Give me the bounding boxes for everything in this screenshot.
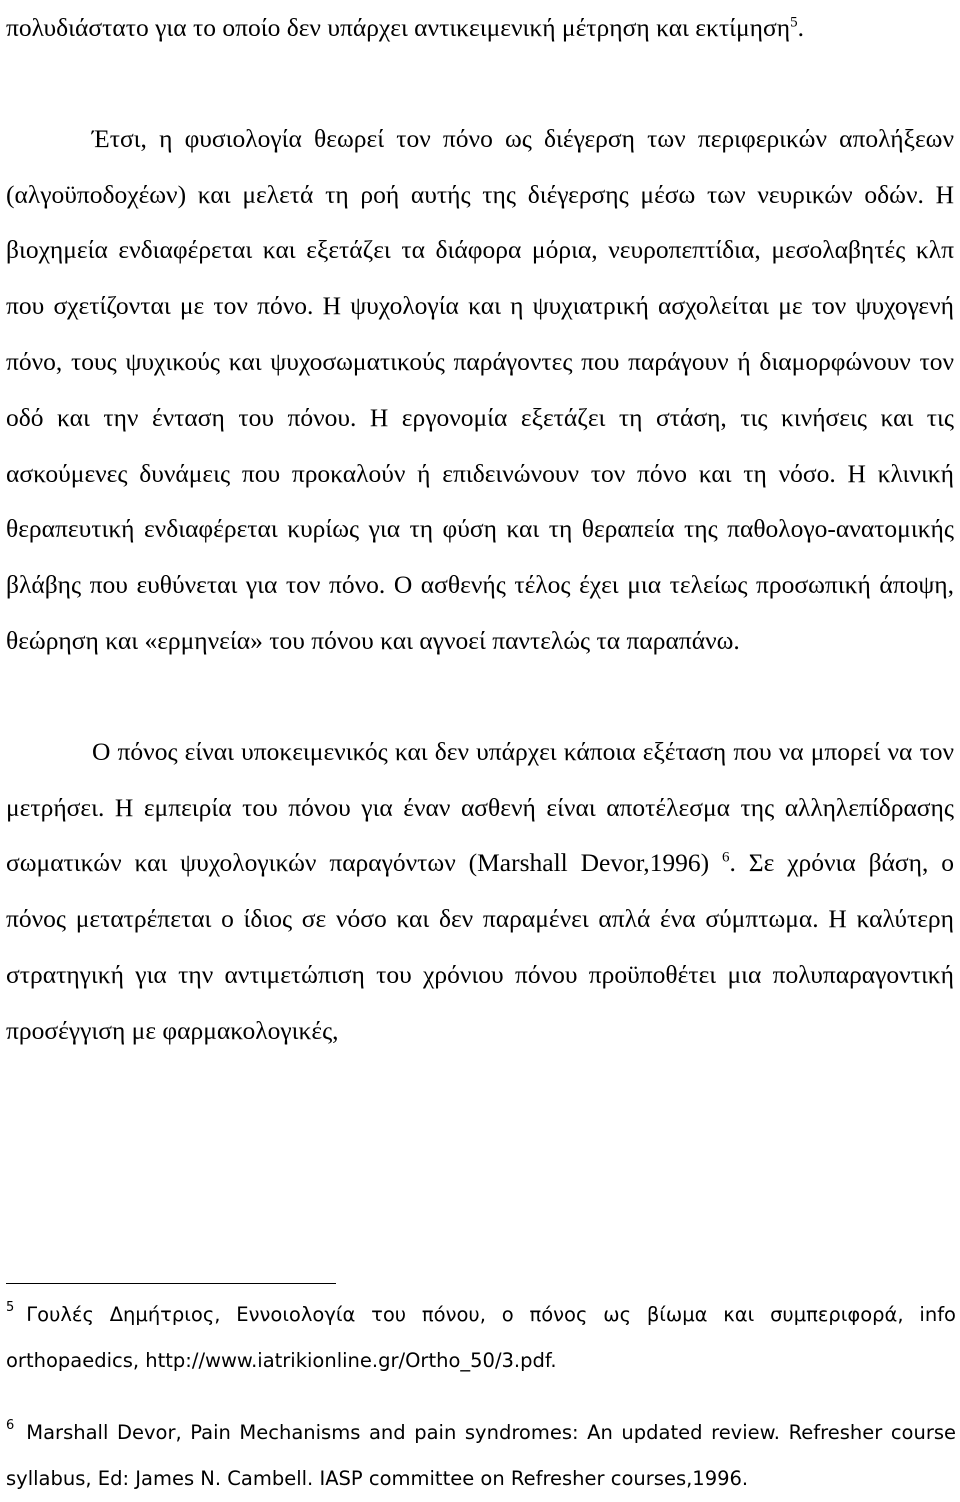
document-body bbox=[6, 0, 954, 1059]
paragraph-3-text: Ο πόνος είναι υποκειμενικός και δεν υπάρχει κάποια εξέταση που να μπορεί να τον μετρήσει. Η εμπειρία του πόνου για έναν ασθενή είναι αποτέλεσμα της αλληλεπίδρασης σωματικών και ψυχολογικών παραγόντων (Marshall Devor,1996) bbox=[6, 736, 954, 878]
footnote-text: Marshall Devor, Pain Mechanisms and pain syndromes: An updated review. Refresher course syllabus, Ed: James N. Cambell. IASP committee on Refresher courses,1996. bbox=[6, 1421, 956, 1490]
footnote-ref-5[interactable]: 5 bbox=[790, 14, 798, 31]
footnote-5 bbox=[6, 1292, 956, 1384]
paragraph-1-text: πολυδιάστατο για το οποίο δεν υπάρχει αντικειμενική μέτρηση και εκτίμηση bbox=[6, 13, 791, 42]
footnote-6 bbox=[6, 1410, 956, 1502]
paragraph-spacer bbox=[6, 669, 954, 724]
paragraph-1 bbox=[6, 0, 954, 56]
footnote-text: Γουλές Δημήτριος, Εννοιολογία του πόνου, ο πόνος ως βίωμα και συμπεριφορά, info orthopaedics, http://www.iatrikionline.gr/Ortho_50/3.pdf. bbox=[6, 1303, 956, 1372]
paragraph-2: Έτσι, η φυσιολογία θεωρεί τον πόνο ως διέγερση των περιφερικών απολήξεων (αλγοϋποδοχέων) και μελετά τη ροή αυτής της διέγερσης μέσω των νευρικών οδών. Η βιοχημεία ενδιαφέρεται και εξετάζει τα διάφορα μόρια, νευροπεπτίδια, μεσολαβητές κλπ που σχετίζονται με τον πόνο. Η ψυχολογία και η ψυχιατρική ασχολείται με τον ψυχογενή πόνο, τους ψυχικούς και ψυχοσωματικούς παράγοντες που παράγουν ή διαμορφώνουν τον οδό και την ένταση του πόνου. Η εργονομία εξετάζει τη στάση, τις κινήσεις και τις ασκούμενες δυνάμεις που προκαλούν ή επιδεινώνουν τον πόνο και τη νόσο. Η κλινική θεραπευτική ενδιαφέρεται κυρίως για τη φύση και τη θεραπεία της παθολογο-ανατομικής βλάβης που ευθύνεται για τον πόνο. Ο ασθενής τέλος έχει μια τελείως προσωπική άποψη, θεώρηση και «ερμηνεία» του πόνου και αγνοεί παντελώς τα παραπάνω. bbox=[6, 123, 954, 655]
footnote-ref-6[interactable]: 6 bbox=[722, 849, 730, 866]
paragraph-3 bbox=[6, 724, 954, 1059]
paragraph-spacer bbox=[6, 56, 954, 111]
paragraph-3-tail: . Σε χρόνια βάση, ο πόνος μετατρέπεται ο ίδιος σε νόσο και δεν παραμένει απλά ένα σύμπτωμα. Η καλύτερη στρατηγική για την αντιμετώπιση του χρόνιου πόνου προϋποθέτει μια πολυπαραγοντική προσέγγιση με φαρμακολογικές, bbox=[6, 848, 954, 1045]
footnote-mark: 6 bbox=[6, 1418, 15, 1433]
footnotes bbox=[6, 1292, 956, 1502]
footnote-separator bbox=[6, 1283, 336, 1284]
paragraph-1-tail: . bbox=[797, 13, 804, 42]
footnote-mark: 5 bbox=[6, 1300, 15, 1315]
